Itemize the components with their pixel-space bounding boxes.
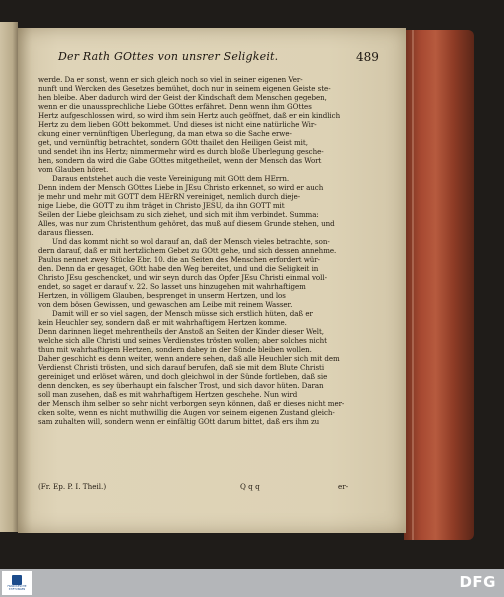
text-line: nunft und Wercken des Gesetzes bemühet, doch nur in seinem eigenen Geiste ste- bbox=[38, 84, 331, 93]
page-text bbox=[38, 75, 376, 426]
text-line: Hertz aufgeschlossen wird, so wird ihm sein Hertz auch geöffnet, daß er ein kindlich bbox=[38, 111, 341, 120]
text-line: Denn indem der Mensch GOttes Liebe in JEsu Christo erkennet, so wird er auch bbox=[38, 183, 324, 192]
text-line: Hertz zu dem lieben GOtt bekommet. Und dieses ist nicht eine natürliche Wir- bbox=[38, 120, 317, 129]
text-line: Denn darinnen lieget mehrentheils der Anstoß an Seiten der Kinder dieser Welt, bbox=[38, 327, 325, 336]
facing-page-edge bbox=[0, 22, 18, 532]
text-line: Daraus entstehet auch die veste Vereinigung mit GOtt dem HErrn. bbox=[52, 174, 290, 183]
text-line: und sendet ihn ins Hertz; nimmermehr wird es durch bloße Uberlegung gesche- bbox=[38, 147, 324, 156]
text-line: ckung einer vernünftigen Uberlegung, da man etwa so die Sache erwe- bbox=[38, 129, 292, 138]
viewer-footer-bar bbox=[0, 569, 504, 597]
text-line: Verdienst Christi trösten, und sich darauf berufen, daß sie mit dem Blute Christi bbox=[38, 363, 325, 372]
text-line: welche sich alle Christi und seines Verdienstes trösten wollen; aber solches nicht bbox=[38, 336, 327, 345]
text-line: get, und vernünftig betrachtet, sondern GOtt thailet den Heiligen Geist mit, bbox=[38, 138, 308, 147]
text-line: dern darauf, daß er mit hertzlichem Gebet zu GOtt gehe, und sich dessen annehme. bbox=[38, 246, 337, 255]
text-line: endet, so saget er darauf v. 22. So lasset uns hinzugehen mit wahrhaftigem bbox=[38, 282, 306, 291]
catchword: er- bbox=[338, 482, 349, 491]
dfg-logo[interactable]: DFG bbox=[459, 573, 496, 591]
text-line: Daher geschicht es denn weiter, wenn andere sehen, daß alle Heuchler sich mit dem bbox=[38, 354, 340, 363]
text-line: wenn er die unaussprechliche Liebe GOttes erfähret. Denn wenn ihm GOttes bbox=[38, 102, 312, 111]
library-logo[interactable] bbox=[2, 571, 32, 595]
text-line: Alles, was nur zum Christenthum gehöret, das muß auf diesem Grunde stehen, und bbox=[38, 219, 335, 228]
signature-mark: Q q q bbox=[240, 482, 260, 491]
text-line: der Mensch ihm selber so sehr nicht verborgen seyn können, daß er dieses nicht mer- bbox=[38, 399, 345, 408]
text-line: je mehr und mehr mit GOTT dem HErRN vereiniget, nemlich durch dieje- bbox=[38, 192, 301, 201]
text-line: Hertzen, in völligem Glauben, besprenget in unserm Hertzen, und los bbox=[38, 291, 286, 300]
text-line: denn dencken, es sey überhaupt ein falscher Trost, und sich davor hüten. Daran bbox=[38, 381, 324, 390]
text-line: Seilen der Liebe gleichsam zu sich ziehet, und sich mit ihm verbindet. Summa: bbox=[38, 210, 319, 219]
text-line: werde. Da er sonst, wenn er sich gleich noch so viel in seiner eigenen Ver- bbox=[38, 75, 303, 84]
text-line: den. Denn da er gesaget, GOtt habe den Weg bereitet, und und die Seligkeit in bbox=[38, 264, 319, 273]
text-line: hen, sondern da wird die Gabe GOttes mitgetheilet, wenn der Mensch das Wort bbox=[38, 156, 322, 165]
text-line: Und das kommt nicht so wol darauf an, daß der Mensch vieles betrachte, son- bbox=[52, 237, 330, 246]
running-header: Der Rath GOttes von unsrer Seligkeit. bbox=[58, 50, 279, 63]
text-line: Christo JEsu geschencket, und wir seyn durch das Opfer JEsu Christi einmal voll- bbox=[38, 273, 327, 282]
text-line: cken solte, wenn es nicht muthwillig die Augen vor seinem eigenen Zustand gleich- bbox=[38, 408, 335, 417]
text-line: Paulus nennet zwey Stücke Ebr. 10. die an Seiten des Menschen erfordert wür- bbox=[38, 255, 320, 264]
text-line: soll man zusehen, daß es mit wahrhaftigem Hertzen geschehe. Nun wird bbox=[38, 390, 298, 399]
text-line: nige Liebe, die GOTT zu ihm träget in Christo JESU, da ihn GOTT mit bbox=[38, 201, 285, 210]
page-footer bbox=[38, 482, 378, 491]
text-line: daraus fliessen. bbox=[38, 228, 94, 237]
library-emblem-icon bbox=[12, 575, 22, 585]
text-line: thun mit wahrhaftigem Hertzen, sondern dabey in der Sünde bleiben wollen. bbox=[38, 345, 312, 354]
library-logo-text: FRANCKESCHE STIFTUNGEN bbox=[7, 585, 27, 591]
text-line: kein Heuchler sey, sondern daß er mit wahrhaftigem Hertzen komme. bbox=[38, 318, 287, 327]
text-line: Damit will er so viel sagen, der Mensch müsse sich erstlich hüten, daß er bbox=[52, 309, 313, 318]
footer-volume: (Fr. Ep. P. I. Theil.) bbox=[38, 482, 107, 491]
text-line: hen bleibe. Aber dadurch wird der Geist der Kindschaft dem Menschen gegeben, bbox=[38, 93, 327, 102]
text-line: von dem bösen Gewissen, und gewaschen am Leibe mit reinem Wasser. bbox=[38, 300, 293, 309]
page-number: 489 bbox=[356, 50, 379, 64]
book-fore-edge bbox=[404, 30, 474, 540]
text-line: sam zuhalten will, sondern wenn er einfältig GOtt darum bittet, daß ers ihm zu bbox=[38, 417, 320, 426]
text-line: gereiniget und erlöset wären, und doch gleichwol in der Sünde fortleben, daß sie bbox=[38, 372, 328, 381]
text-line: vom Glauben höret. bbox=[38, 165, 109, 174]
